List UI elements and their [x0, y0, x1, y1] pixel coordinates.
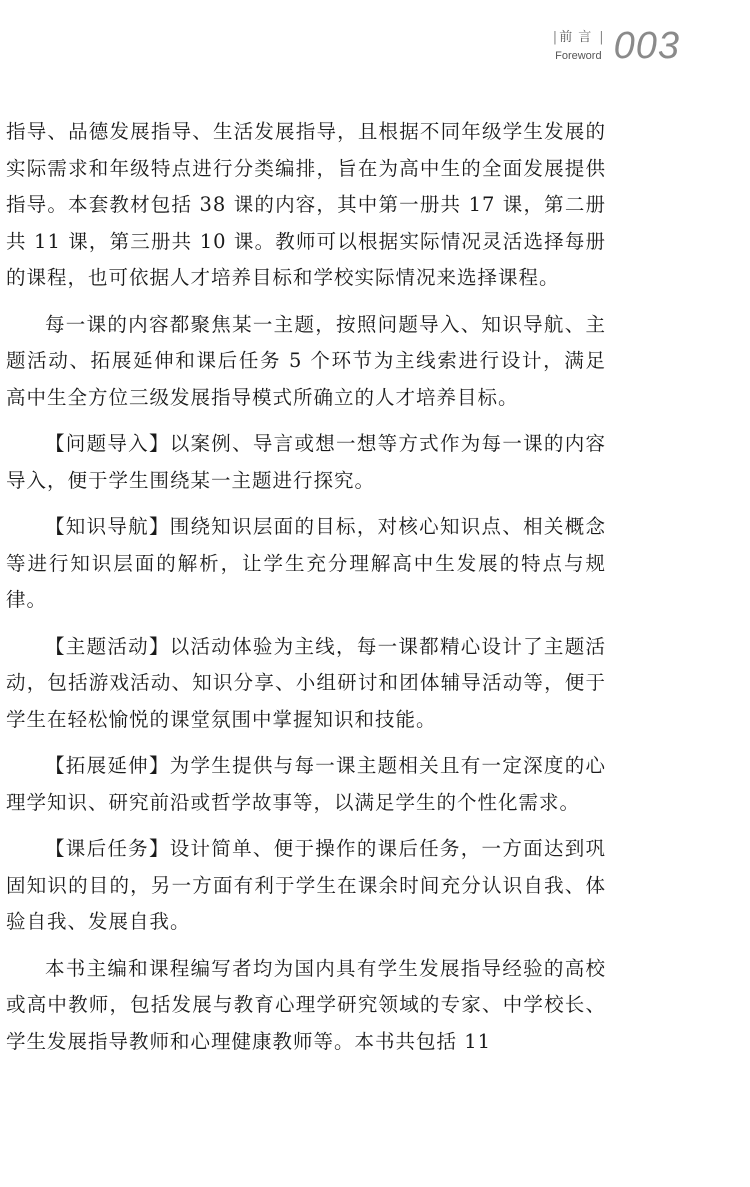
paragraph-knowledge-nav: 【知识导航】围绕知识层面的目标，对核心知识点、相关概念等进行知识层面的解析，让学生充分理解高中生发展的特点与规律。 [6, 515, 606, 611]
paragraph-theme-activity: 【主题活动】以活动体验为主线，每一课都精心设计了主题活动，包括游戏活动、知识分享、小组研讨和团体辅导活动等，便于学生在轻松愉悦的课堂氛围中掌握知识和技能。 [6, 634, 606, 731]
paragraph-authors: 本书主编和课程编写者均为国内具有学生发展指导经验的高校或高中教师，包括发展与教育心理学研究领域的专家、中学校长、学生发展指导教师和心理健康教师等。本书共包括 11 [6, 956, 606, 1053]
paragraph-lesson-structure: 每一课的内容都聚焦某一主题，按照问题导入、知识导航、主题活动、拓展延伸和课后任务 5 个环节为主线索进行设计，满足高中生全方位三级发展指导模式所确立的人才培养目标。 [6, 312, 606, 409]
page-number: 003 [613, 25, 680, 67]
running-header [551, 26, 680, 70]
section-title-text: 前言 [559, 30, 598, 45]
paragraph-homework: 【课后任务】设计简单、便于操作的课后任务，一方面达到巩固知识的目的，另一方面有利于学生在课余时间充分认识自我、体验自我、发展自我。 [6, 837, 606, 933]
body-text [6, 114, 606, 1070]
section-subtitle: Foreword [555, 50, 602, 62]
header-labels [551, 26, 606, 62]
paragraph-problem-intro: 【问题导入】以案例、导言或想一想等方式作为每一课的内容导入，便于学生围绕某一主题进行探究。 [6, 432, 606, 492]
title-bar-right: | [599, 30, 604, 45]
paragraph-extension: 【拓展延伸】为学生提供与每一课主题相关且有一定深度的心理学知识、研究前沿或哲学故事等，以满足学生的个性化需求。 [6, 754, 606, 814]
title-bar-left: | [552, 30, 558, 45]
paragraph-continuation: 指导、品德发展指导、生活发展指导，且根据不同年级学生发展的实际需求和年级特点进行分类编排，旨在为高中生的全面发展提供指导。本套教材包括 38 课的内容，其中第一册共 17 课，第二册共 11 课，第三册共 10 课。教师可以根据实际情况灵活选择每册的课程，也可依据人才培养目标和学校实际情况来选择课程。 [6, 120, 606, 289]
section-title [551, 30, 606, 46]
